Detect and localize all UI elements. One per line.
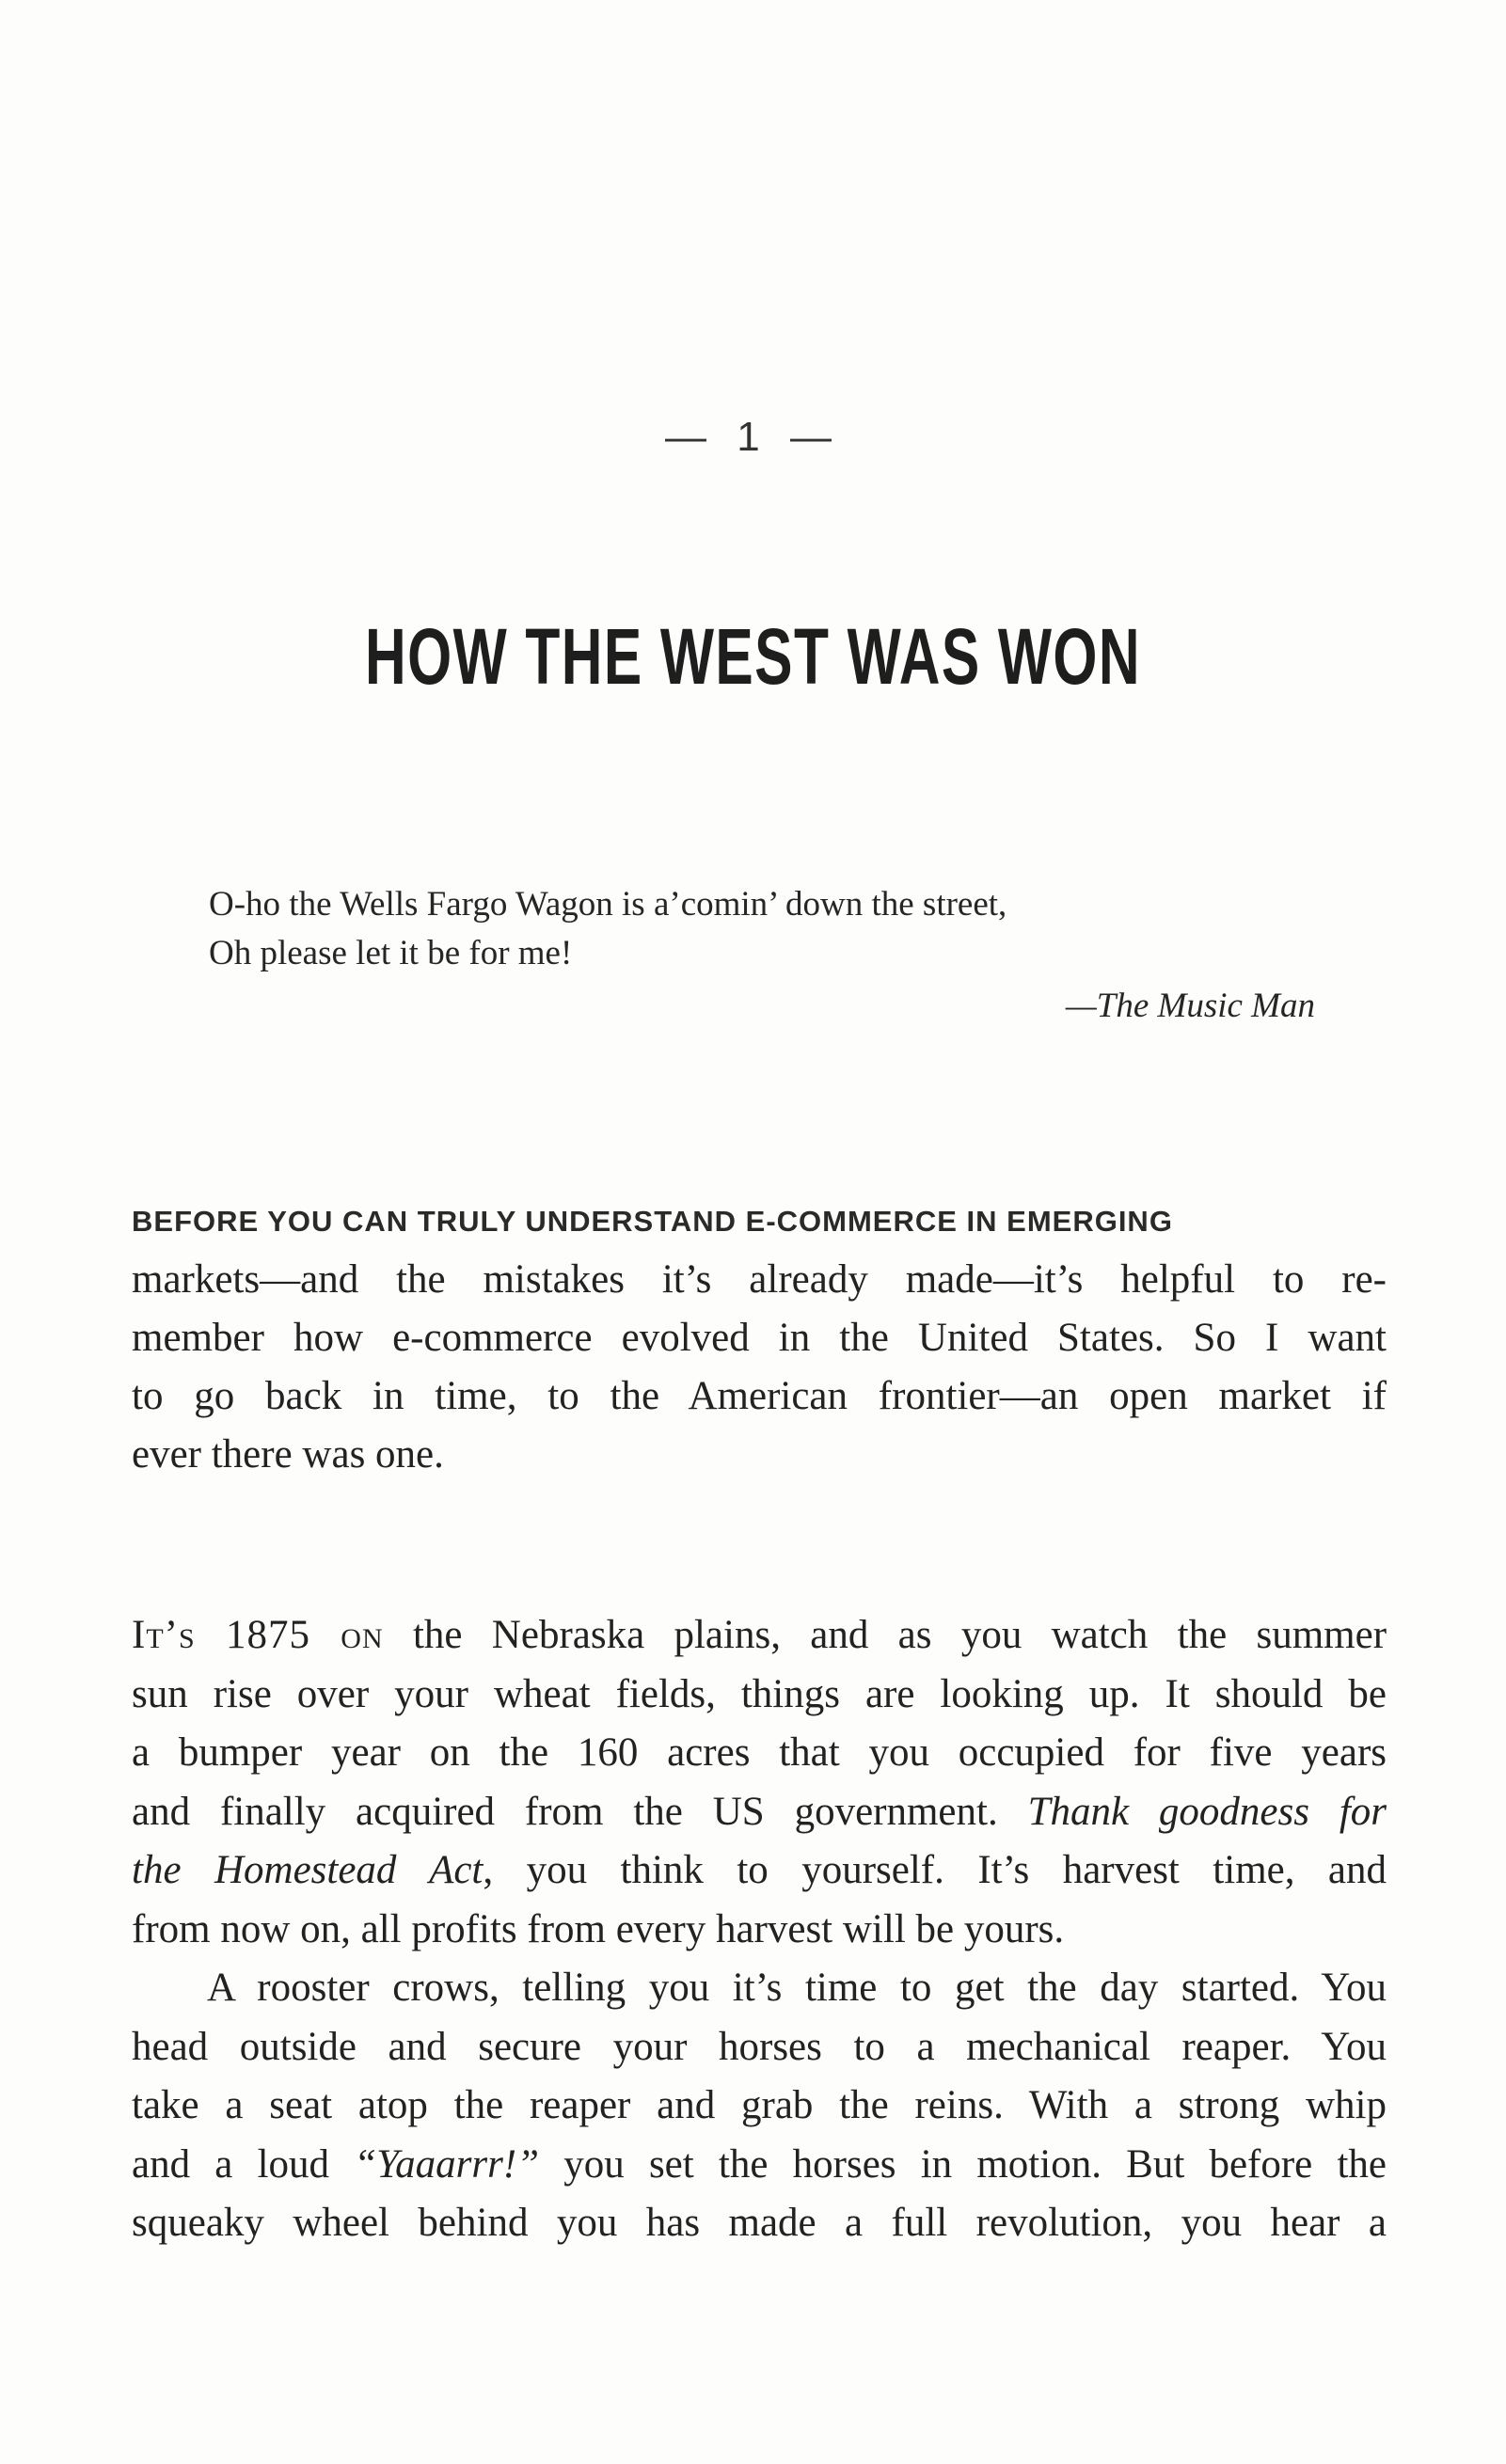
paragraph-line: ever there was one. bbox=[132, 1432, 444, 1477]
paragraph-line bbox=[132, 1783, 1387, 1842]
paragraph-line: head outside and secure your horses to a mechanical reaper. You bbox=[132, 2024, 1387, 2069]
paragraph-line: to go back in time, to the American frontier—an open market if bbox=[132, 1374, 1387, 1418]
text-run: you set the horses in motion. But before the bbox=[563, 2141, 1387, 2187]
text-run: the Nebraska plains, and as you watch the summer bbox=[412, 1613, 1387, 1657]
paragraph-lead-in: BEFORE YOU CAN TRULY UNDERSTAND E-COMMERCE IN EMERGING bbox=[132, 1205, 1173, 1238]
italic-text: the Homestead Act bbox=[132, 1848, 484, 1892]
text-run: , you think to yourself. It’s harvest time, and bbox=[483, 1848, 1387, 1892]
epigraph-line: O-ho the Wells Fargo Wagon is a’comin’ down the street, bbox=[209, 885, 1007, 924]
epigraph-source: —The Music Man bbox=[1065, 987, 1315, 1025]
paragraph-line: from now on, all profits from every harvest will be yours. bbox=[132, 1906, 1065, 1951]
chapter-number: — 1 — bbox=[665, 414, 841, 460]
paragraph-line bbox=[132, 1841, 1387, 1901]
text-run: and finally acquired from the US government. bbox=[132, 1789, 998, 1834]
paragraph-line bbox=[132, 1606, 1387, 1666]
text-run: and a loud bbox=[132, 2141, 330, 2187]
paragraph-line: sun rise over your wheat fields, things are looking up. It should be bbox=[132, 1671, 1387, 1716]
italic-text: Thank goodness for bbox=[1027, 1789, 1387, 1834]
paragraph-lead-in: It’s 1875 on bbox=[132, 1613, 384, 1657]
paragraph-line bbox=[132, 2136, 1387, 2195]
paragraph bbox=[132, 1959, 1387, 2253]
chapter-title: HOW THE WEST WAS WON bbox=[364, 612, 1142, 701]
epigraph bbox=[209, 880, 1319, 978]
epigraph-line: Oh please let it be for me! bbox=[209, 934, 573, 972]
paragraph-line: a bumper year on the 160 acres that you occupied for five years bbox=[132, 1730, 1387, 1775]
paragraph-line: take a seat atop the reaper and grab the reins. With a strong whip bbox=[132, 2083, 1387, 2127]
paragraph bbox=[132, 1606, 1387, 1959]
italic-text: “Yaaarrr!” bbox=[354, 2141, 540, 2187]
paragraph-line: member how e-commerce evolved in the United States. So I want bbox=[132, 1316, 1387, 1360]
intro-paragraph bbox=[132, 1193, 1387, 1484]
paragraph-line: markets—and the mistakes it’s already made—it’s helpful to re- bbox=[132, 1257, 1387, 1302]
body-text bbox=[132, 1606, 1387, 2253]
paragraph-line: A rooster crows, telling you it’s time to get the day started. You bbox=[207, 1966, 1387, 2010]
paragraph-line: squeaky wheel behind you has made a full revolution, you hear a bbox=[132, 2201, 1387, 2245]
